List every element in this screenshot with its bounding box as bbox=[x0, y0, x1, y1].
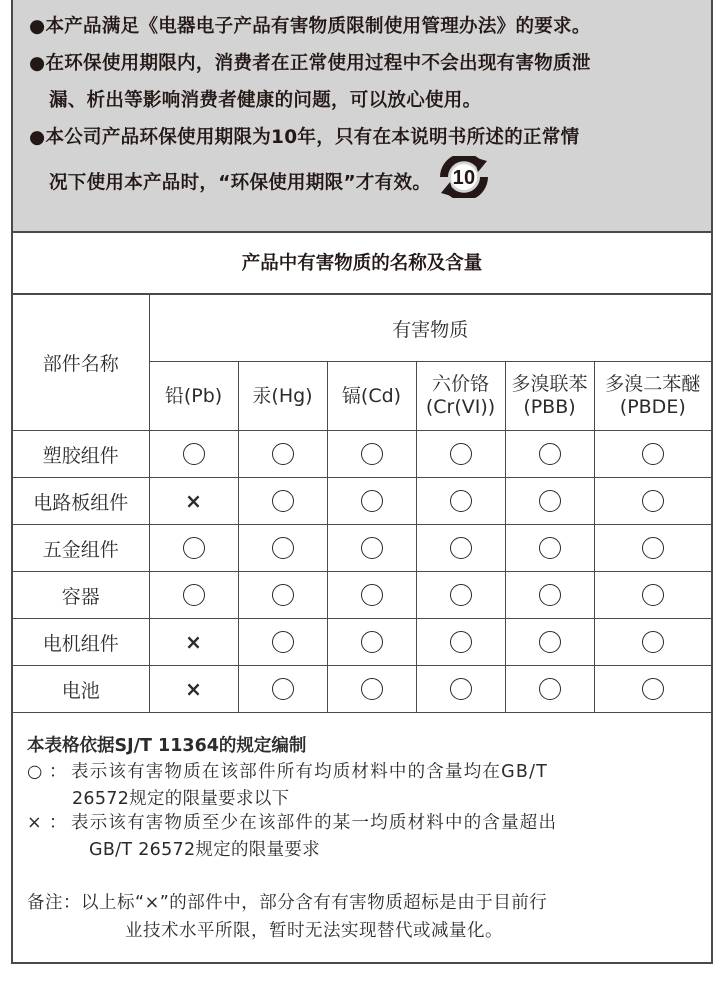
substance-mark-cell bbox=[327, 431, 416, 478]
notice-line-3a: ●本公司产品环保使用期限为10年，只有在本说明书所述的正常情 bbox=[29, 127, 580, 148]
substance-mark-cell bbox=[416, 572, 505, 619]
below-limit-circle-icon bbox=[450, 490, 472, 512]
substance-mark-cell bbox=[416, 525, 505, 572]
below-limit-circle-icon bbox=[183, 584, 205, 606]
legend-x-text-1: 表示该有害物质至少在该部件的某一均质材料中的含量超出 bbox=[71, 813, 558, 833]
substance-mark-cell bbox=[149, 666, 238, 713]
substance-mark-cell bbox=[594, 666, 711, 713]
below-limit-circle-icon bbox=[450, 631, 472, 653]
exceeds-limit-cross-icon: × bbox=[185, 489, 202, 513]
below-limit-circle-icon bbox=[272, 490, 294, 512]
substance-cr6-symbol: (Cr(VI)) bbox=[425, 396, 496, 418]
below-limit-circle-icon bbox=[642, 490, 664, 512]
substance-header-pb bbox=[149, 362, 238, 431]
below-limit-circle-icon bbox=[539, 631, 561, 653]
legend-o-colon: ： bbox=[49, 762, 67, 782]
part-name-cell: 五金组件 bbox=[13, 525, 149, 572]
substance-pbde-symbol: (PBDE) bbox=[619, 396, 686, 418]
below-limit-circle-icon bbox=[272, 584, 294, 606]
substance-hg-label: 汞(Hg) bbox=[252, 384, 313, 407]
below-limit-circle-icon bbox=[642, 678, 664, 700]
remark-line-2: 业技术水平所限，暂时无法实现替代或减量化。 bbox=[125, 921, 503, 941]
compliance-notice bbox=[13, 0, 711, 233]
notice-line-3b-wrap bbox=[29, 156, 711, 211]
below-limit-circle-icon bbox=[183, 537, 205, 559]
substance-header-pbb bbox=[505, 362, 594, 431]
below-limit-circle-icon bbox=[539, 537, 561, 559]
notice-line-2a: ●在环保使用期限内，消费者在正常使用过程中不会出现有害物质泄 bbox=[29, 53, 591, 74]
part-name-cell: 电路板组件 bbox=[13, 478, 149, 525]
table-row bbox=[13, 572, 711, 619]
below-limit-circle-icon bbox=[272, 678, 294, 700]
below-limit-circle-icon bbox=[642, 584, 664, 606]
table-header-row-1 bbox=[13, 295, 711, 362]
exceeds-limit-cross-icon: × bbox=[185, 677, 202, 701]
below-limit-circle-icon bbox=[272, 443, 294, 465]
epup-10-icon-svg bbox=[433, 156, 495, 198]
exceeds-limit-cross-icon: × bbox=[185, 630, 202, 654]
below-limit-circle-icon bbox=[642, 537, 664, 559]
substance-mark-cell bbox=[505, 525, 594, 572]
below-limit-circle-icon bbox=[450, 678, 472, 700]
below-limit-circle-icon bbox=[361, 678, 383, 700]
substance-mark-cell bbox=[594, 572, 711, 619]
part-name-cell: 容器 bbox=[13, 572, 149, 619]
substance-mark-cell bbox=[149, 619, 238, 666]
below-limit-circle-icon bbox=[450, 443, 472, 465]
substance-pbde-label: 多溴二苯醚 bbox=[605, 373, 701, 395]
substance-mark-cell bbox=[238, 572, 327, 619]
notice-line-3b: 况下使用本产品时，“环保使用期限”才有效。 bbox=[49, 172, 432, 194]
substance-mark-cell bbox=[594, 525, 711, 572]
legend-o-text-2: 26572规定的限量要求以下 bbox=[72, 789, 290, 809]
part-name-cell: 电机组件 bbox=[13, 619, 149, 666]
substance-header-cd bbox=[327, 362, 416, 431]
substance-mark-cell bbox=[149, 525, 238, 572]
substance-mark-cell bbox=[238, 525, 327, 572]
rohs-declaration-sheet bbox=[11, 0, 713, 964]
substance-mark-cell bbox=[505, 478, 594, 525]
part-name-cell: 塑胶组件 bbox=[13, 431, 149, 478]
hazardous-substance-table bbox=[13, 295, 711, 713]
legend-x-colon: ： bbox=[49, 813, 67, 833]
substance-mark-cell bbox=[238, 666, 327, 713]
part-name-header: 部件名称 bbox=[13, 295, 149, 431]
substance-mark-cell bbox=[238, 619, 327, 666]
substance-header-pbde bbox=[594, 362, 711, 431]
below-limit-circle-icon bbox=[539, 443, 561, 465]
table-row bbox=[13, 431, 711, 478]
substance-mark-cell bbox=[594, 478, 711, 525]
legend-x-text-2: GB/T 26572规定的限量要求 bbox=[89, 840, 320, 860]
substance-mark-cell bbox=[416, 619, 505, 666]
substance-mark-cell bbox=[594, 619, 711, 666]
below-limit-circle-icon bbox=[539, 678, 561, 700]
substance-pbb-label: 多溴联苯 bbox=[511, 373, 588, 395]
substance-mark-cell bbox=[505, 572, 594, 619]
substance-mark-cell bbox=[505, 619, 594, 666]
below-limit-circle-icon bbox=[539, 584, 561, 606]
below-limit-circle-icon bbox=[450, 537, 472, 559]
substance-mark-cell bbox=[594, 431, 711, 478]
below-limit-circle-icon bbox=[272, 631, 294, 653]
table-row bbox=[13, 525, 711, 572]
substance-cd-label: 镉(Cd) bbox=[341, 384, 402, 407]
below-limit-circle-icon bbox=[183, 443, 205, 465]
substance-group-header: 有害物质 bbox=[149, 295, 711, 362]
table-row bbox=[13, 619, 711, 666]
substance-pbb-symbol: (PBB) bbox=[523, 396, 576, 418]
substance-mark-cell bbox=[238, 478, 327, 525]
substance-mark-cell bbox=[327, 525, 416, 572]
substance-mark-cell bbox=[416, 431, 505, 478]
below-limit-circle-icon bbox=[450, 584, 472, 606]
remark-line-1: 备注：以上标“×”的部件中，部分含有有害物质超标是由于目前行 bbox=[27, 893, 548, 913]
substance-mark-cell bbox=[238, 431, 327, 478]
legend-o-text-1: 表示该有害物质在该部件所有均质材料中的含量均在GB/T bbox=[71, 762, 549, 782]
table-caption: 产品中有害物质的名称及含量 bbox=[13, 233, 711, 295]
substance-mark-cell bbox=[327, 619, 416, 666]
substance-mark-cell bbox=[149, 431, 238, 478]
legend-o-row bbox=[27, 759, 707, 785]
substance-header-cr6 bbox=[416, 362, 505, 431]
below-limit-circle-icon bbox=[361, 584, 383, 606]
substance-mark-cell bbox=[505, 431, 594, 478]
notice-line-1: ●本产品满足《电器电子产品有害物质限制使用管理办法》的要求。 bbox=[29, 16, 591, 37]
table-body bbox=[13, 431, 711, 713]
substance-mark-cell bbox=[327, 478, 416, 525]
below-limit-circle-icon bbox=[361, 443, 383, 465]
below-limit-circle-icon bbox=[361, 537, 383, 559]
substance-mark-cell bbox=[416, 666, 505, 713]
substance-mark-cell bbox=[149, 478, 238, 525]
below-limit-circle-icon bbox=[539, 490, 561, 512]
below-limit-circle-icon bbox=[361, 631, 383, 653]
below-limit-circle-icon bbox=[642, 631, 664, 653]
substance-pb-label: 铅(Pb) bbox=[164, 384, 223, 407]
below-limit-circle-icon bbox=[642, 443, 664, 465]
below-limit-circle-icon bbox=[272, 537, 294, 559]
epup-10-icon bbox=[433, 156, 495, 211]
table-notes bbox=[27, 733, 707, 945]
table-row bbox=[13, 666, 711, 713]
table-row bbox=[13, 478, 711, 525]
part-name-cell: 电池 bbox=[13, 666, 149, 713]
substance-mark-cell bbox=[327, 666, 416, 713]
legend-x-row bbox=[27, 810, 707, 836]
substance-cr6-label: 六价铬 bbox=[431, 373, 489, 395]
notice-line-2b: 漏、析出等影响消费者健康的问题，可以放心使用。 bbox=[49, 90, 482, 111]
legend-x-symbol: × bbox=[27, 813, 42, 833]
epup-number: 10 bbox=[452, 167, 476, 189]
substance-mark-cell bbox=[416, 478, 505, 525]
legend-o-symbol: ○ bbox=[27, 762, 43, 782]
substance-mark-cell bbox=[327, 572, 416, 619]
below-limit-circle-icon bbox=[361, 490, 383, 512]
substance-mark-cell bbox=[149, 572, 238, 619]
substance-mark-cell bbox=[505, 666, 594, 713]
standard-basis-note: 本表格依据SJ/T 11364的规定编制 bbox=[27, 736, 307, 756]
substance-header-hg bbox=[238, 362, 327, 431]
